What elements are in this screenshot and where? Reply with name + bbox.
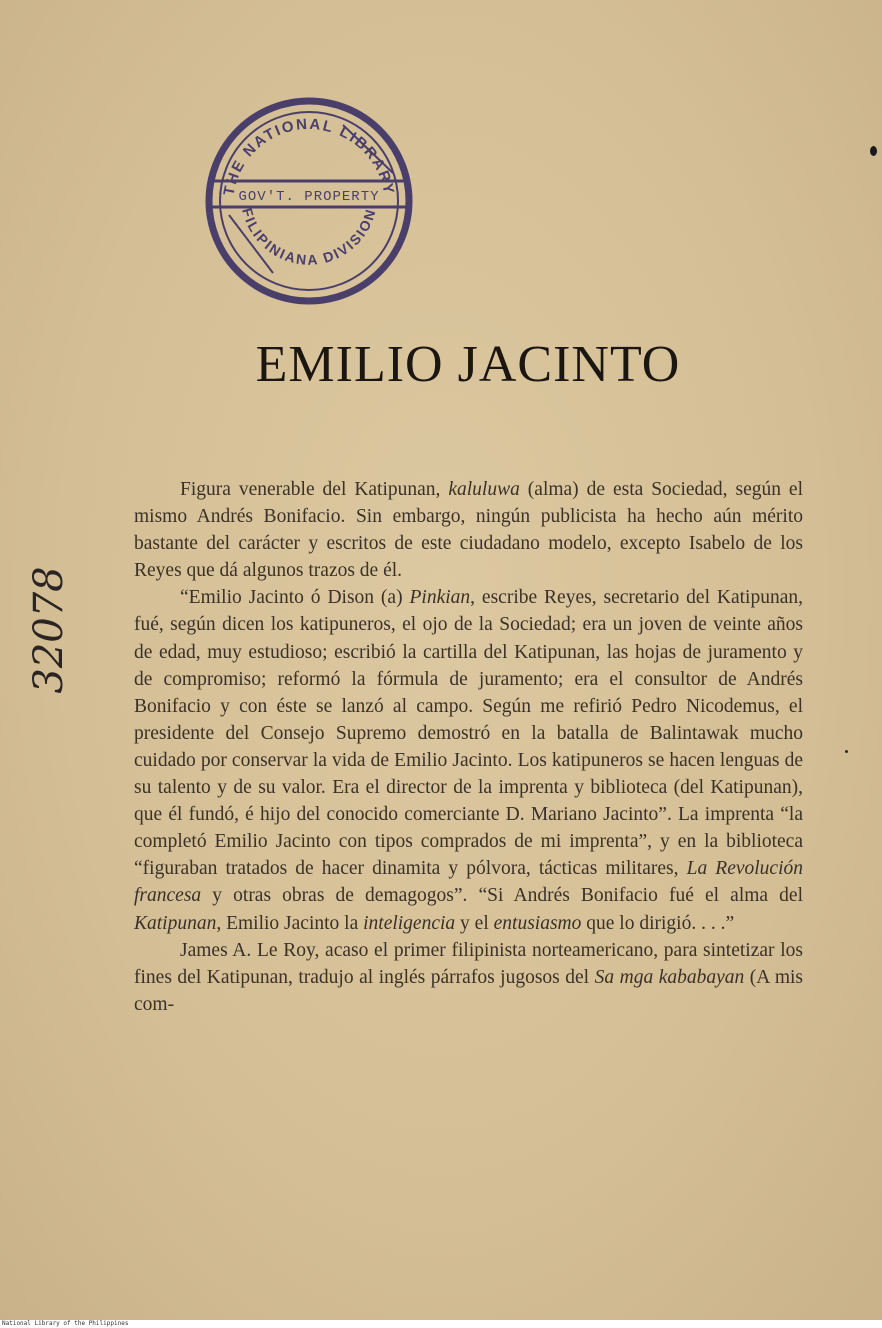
text-run: James A. Le Roy, acaso el primer filipinista norteamericano, para sintetizar los fines del Katipunan, tradujo al inglés párrafos jugosos del [134, 939, 803, 988]
page-title: EMILIO JACINTO [255, 336, 681, 393]
text-run: (alma) de esta Sociedad, según el mismo Andrés Bonifacio. Sin embargo, ningún publicista ha hecho aún mérito bastante del carácter y escritos de este ciudadano modelo, excepto Isabelo de los Reyes que dá algunos trazos de él. [134, 479, 803, 582]
italic-run: Katipunan [134, 912, 217, 934]
footer-bar [0, 1320, 882, 1328]
italic-run: La Revolución francesa [134, 858, 803, 907]
text-run: “Emilio Jacinto ó Dison (a) [180, 587, 410, 609]
italic-run: kaluluwa [448, 479, 520, 500]
text-run: que lo dirigió. . . .” [581, 912, 735, 934]
italic-run: inteligencia [363, 912, 456, 934]
library-stamp [203, 95, 415, 307]
paragraph [134, 584, 803, 936]
svg-text:32078: 32078 [26, 566, 72, 694]
text-run: , escribe Reyes, secretario del Katipunan, fué, según dicen los katipuneros, el ojo de la Sociedad; era un joven de veinte años de edad, muy estudioso; escribió la cartilla del Katipunan, las hojas de juramento y de compromiso; reformó la fórmula de juramento; era el consultor de Andrés Bonifacio y con éste se lanzó al campo. Según me refirió Pedro Nicodemus, el presidente del Consejo Supremo demostró en la batalla de Balintawak mucho cuidado por conservar la vida de Emilio Jacinto. Los katipuneros se hacen lenguas de su talento y de su valor. Era el director de la imprenta y biblioteca (del Katipunan), que él fundó, é hijo del conocido comerciante D. Mariano Jacinto”. La imprenta “la completó Emilio Jacinto con tipos comprados de mi imprenta”, y en la biblioteca “figuraban tratados de hacer dinamita y pólvora, tácticas militares, [134, 587, 803, 880]
stamp-band-text: GOV'T. PROPERTY [238, 189, 380, 205]
text-run: Figura venerable del Katipunan, [180, 479, 449, 500]
footer-credit: National Library of the Philippines [2, 1320, 129, 1327]
text-run: y otras obras de demagogos”. “Si Andrés Bonifacio fué el alma del [201, 885, 803, 907]
svg-text:FILIPINIANA DIVISION: FILIPINIANA DIVISION [239, 205, 379, 268]
svg-text:THE NATIONAL LIBRARY: THE NATIONAL LIBRARY [220, 115, 398, 197]
text-run: (A mis com- [134, 966, 803, 1015]
text-run: y el [455, 912, 494, 934]
paragraph [134, 937, 803, 1018]
handwritten-call-number [22, 540, 102, 720]
ink-spot [870, 146, 877, 156]
text-run: , Emilio Jacinto la [216, 912, 364, 934]
ink-spot [845, 750, 848, 753]
body-text [134, 476, 803, 1018]
paragraph [134, 476, 803, 584]
italic-run: entusiasmo [493, 912, 582, 934]
italic-run: Sa mga kababayan [594, 966, 745, 988]
italic-run: Pinkian [409, 587, 471, 609]
